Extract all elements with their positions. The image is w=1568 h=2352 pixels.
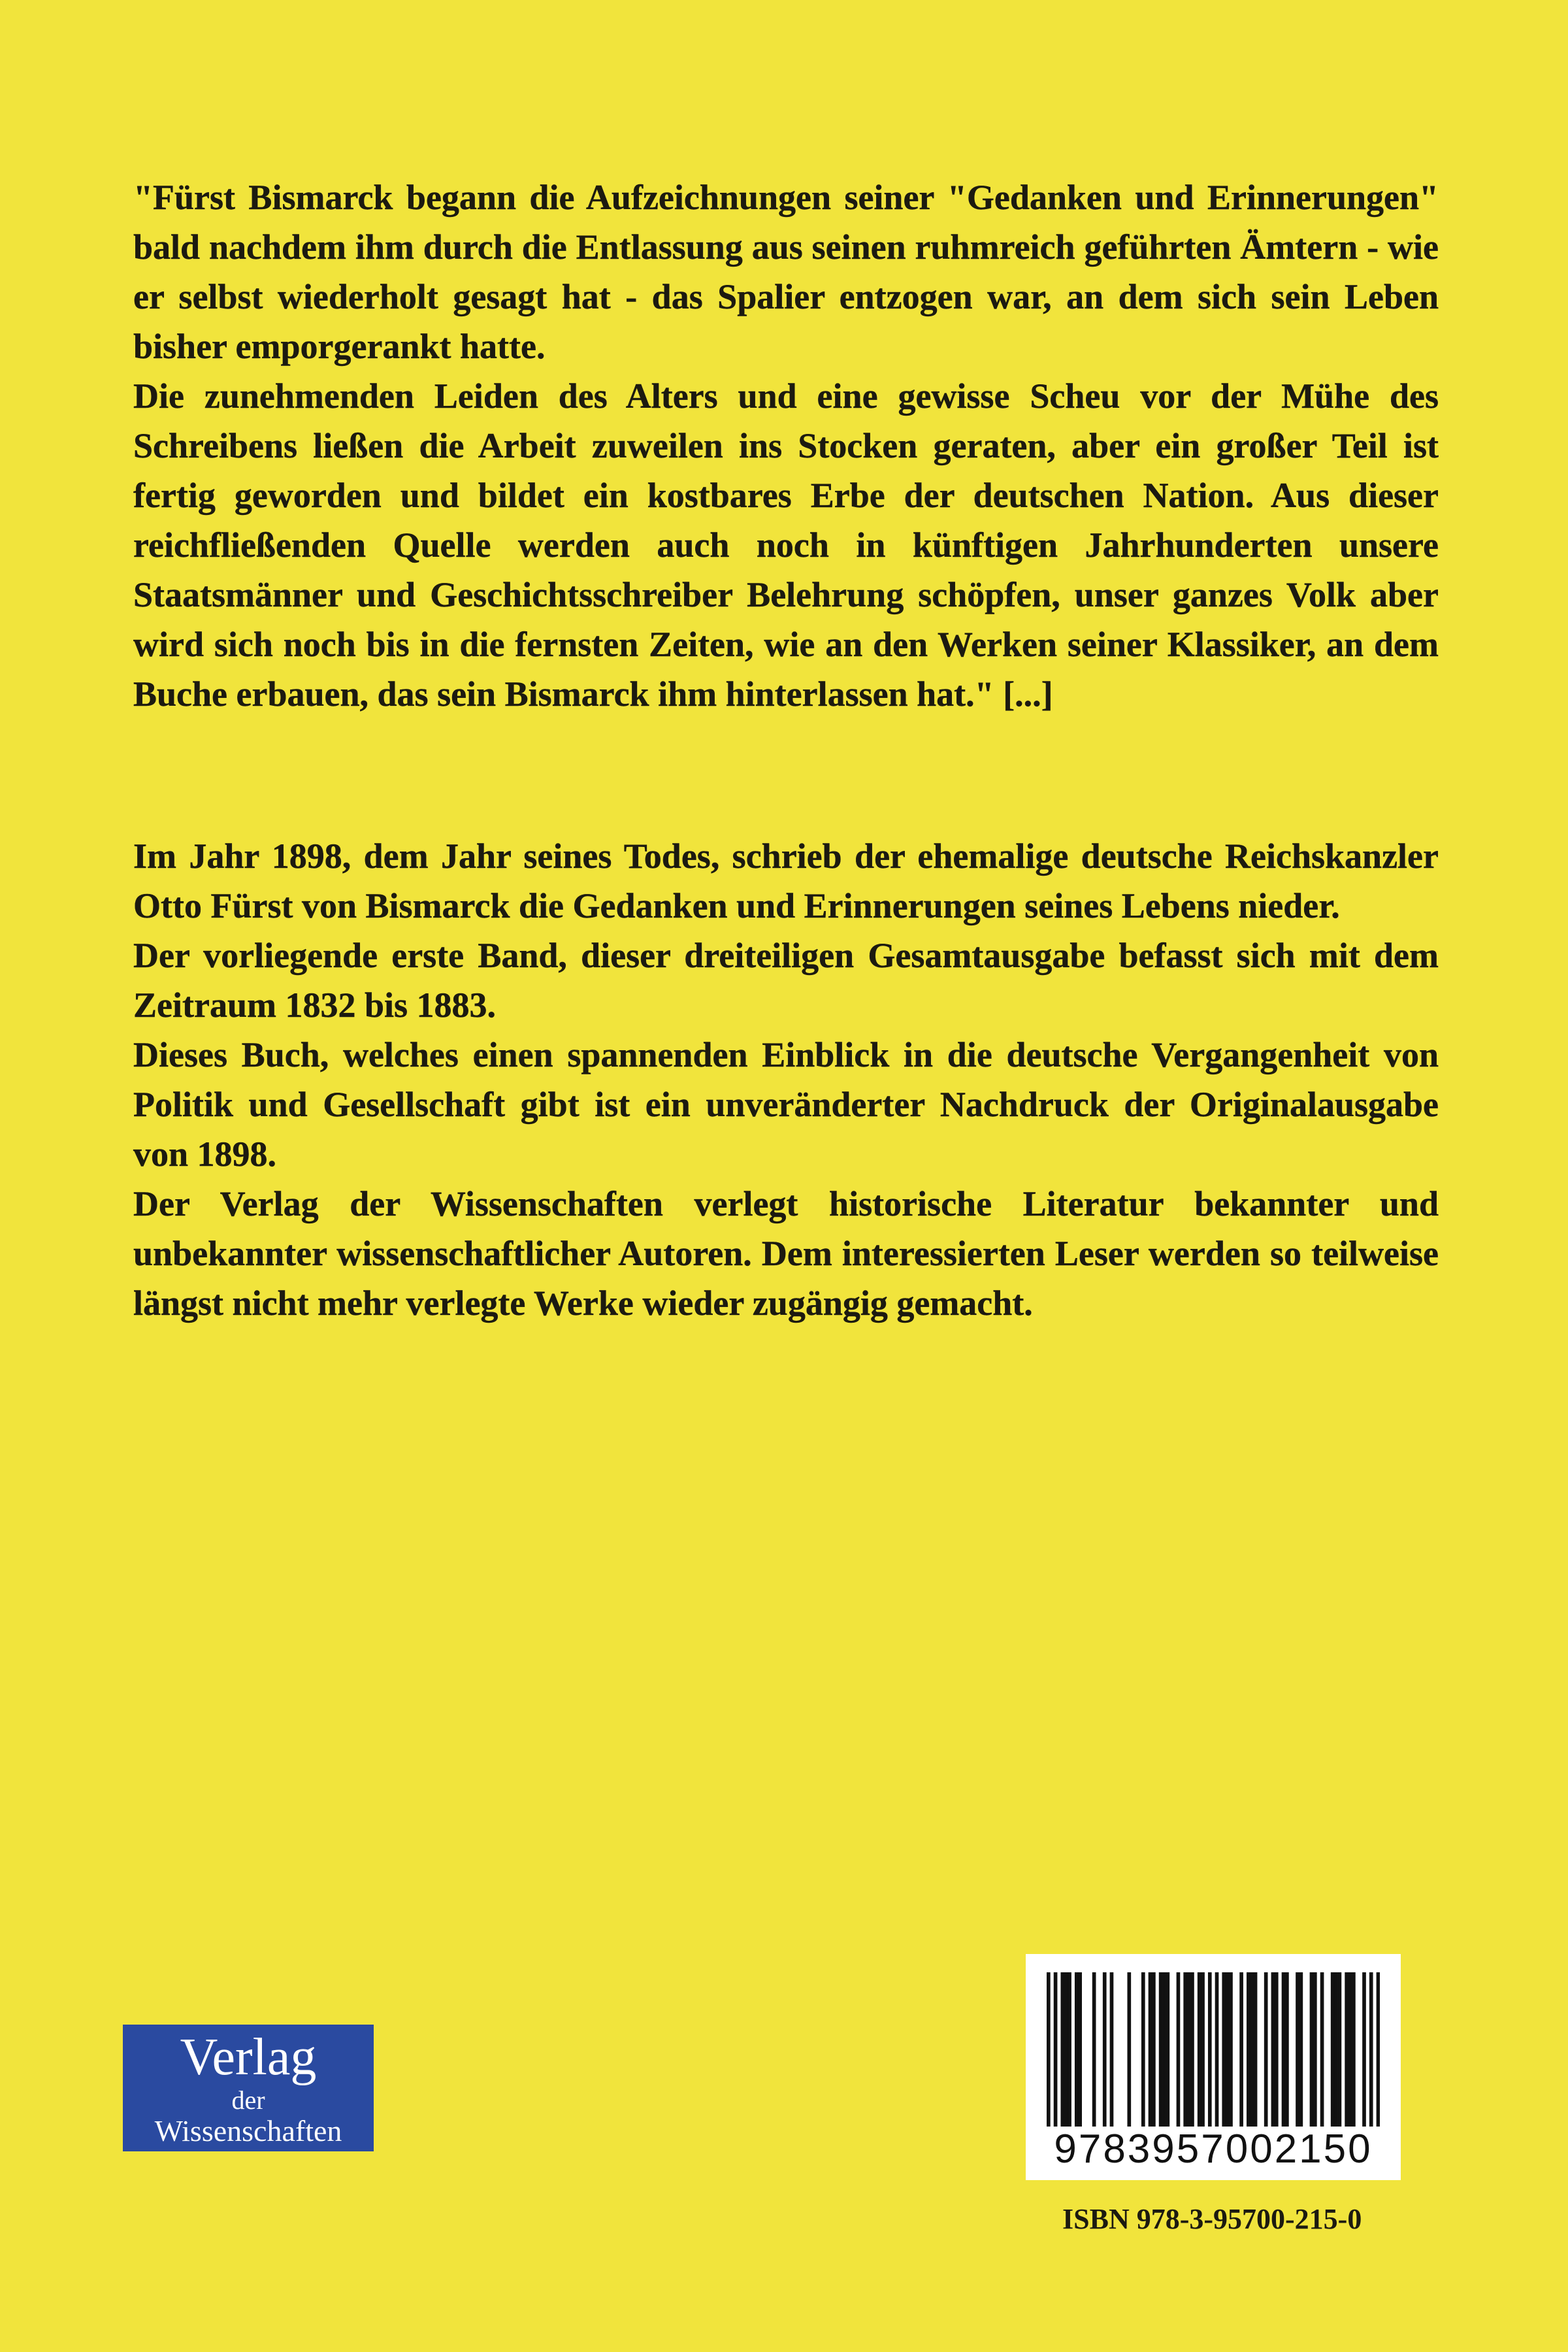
publisher-logo-line3: Wissenschaften <box>154 2114 342 2147</box>
barcode-bar <box>1208 1972 1212 2127</box>
publisher-logo-line1: Verlag <box>180 2029 317 2086</box>
barcode-bar <box>1313 1972 1317 2127</box>
barcode-bar <box>1271 1972 1275 2127</box>
blurb-paragraph: Der Verlag der Wissenschaften verlegt historische Literatur bekannter und unbekannter wissenschaftlicher Autoren. Dem interessierten Leser werden so teilweise längst nicht mehr verlegte Werke wieder zugängig gemacht. <box>133 1184 1439 1323</box>
barcode-bar <box>1103 1972 1107 2127</box>
barcode-bar <box>1110 1972 1114 2127</box>
barcode-bar <box>1222 1972 1226 2127</box>
barcode-bar <box>1362 1972 1366 2127</box>
barcode-bar <box>1060 1972 1064 2127</box>
barcode-bar <box>1250 1972 1254 2127</box>
barcode-bar <box>1078 1972 1082 2127</box>
blurb-description <box>133 831 1439 1328</box>
barcode-bar <box>1141 1972 1145 2127</box>
barcode-bar <box>1334 1972 1338 2127</box>
barcode-bar <box>1338 1972 1342 2127</box>
barcode-bar <box>1331 1972 1335 2127</box>
barcode-bar <box>1092 1972 1096 2127</box>
barcode-bar <box>1282 1972 1286 2127</box>
barcode-bar <box>1190 1972 1194 2127</box>
blurb-quote <box>133 173 1439 719</box>
barcode-bar <box>1198 1972 1201 2127</box>
barcode-bar <box>1239 1972 1243 2127</box>
barcode-bar <box>1299 1972 1303 2127</box>
barcode-bar <box>1187 1972 1191 2127</box>
blurb-paragraph: Die zunehmenden Leiden des Alters und eine gewisse Scheu vor der Mühe des Schreibens ließen die Arbeit zuweilen ins Stocken geraten, aber ein großer Teil ist fertig geworden und bildet ein kostbares Erbe der deutschen Nation. Aus dieser reichfließenden Quelle werden auch noch in künftigen Jahrhunderten unsere Staatsmänner und Geschichtsschreiber Belehrung schöpfen, unser ganzes Volk aber wird sich noch bis in die fernsten Zeiten, wie an den Werken seiner Klassiker, an dem Buche erbauen, das sein Bismarck ihm hinterlassen hat." [...] <box>133 376 1439 714</box>
barcode-bar <box>1183 1972 1187 2127</box>
barcode-bar <box>1264 1972 1268 2127</box>
barcode-bar <box>1275 1972 1279 2127</box>
blurb-paragraph: Dieses Buch, welches einen spannenden Einblick in die deutsche Vergangenheit von Politik und Gesellschaft gibt ist ein unveränderter Nachdruck der Originalausgabe von 1898. <box>133 1035 1439 1174</box>
barcode-bar <box>1177 1972 1181 2127</box>
barcode-digits: 9783957002150 <box>1054 2127 1373 2172</box>
blurb-paragraph: Der vorliegende erste Band, dieser dreiteiligen Gesamtausgabe befasst sich mit dem Zeitraum 1832 bis 1883. <box>133 936 1439 1025</box>
barcode-bar <box>1215 1972 1219 2127</box>
barcode-bar <box>1152 1972 1156 2127</box>
barcode-bar <box>1054 1972 1058 2127</box>
publisher-logo-line2: der <box>231 2085 265 2115</box>
barcode-bar <box>1229 1972 1233 2127</box>
barcode-bar <box>1166 1972 1170 2127</box>
barcode-bar <box>1352 1972 1356 2127</box>
barcode-bar <box>1296 1972 1299 2127</box>
barcode-bar <box>1285 1972 1289 2127</box>
barcode-bar <box>1320 1972 1324 2127</box>
barcode-bar <box>1159 1972 1163 2127</box>
barcode-bar <box>1047 1972 1051 2127</box>
blurb-paragraph: Im Jahr 1898, dem Jahr seines Todes, schrieb der ehemalige deutsche Reichskanzler Otto Fürst von Bismarck die Gedanken und Erinnerungen seines Lebens nieder. <box>133 836 1439 925</box>
barcode-bar <box>1247 1972 1250 2127</box>
publisher-logo <box>123 2025 374 2151</box>
blurb-paragraph: "Fürst Bismarck begann die Aufzeichnungen seiner "Gedanken und Erinnerungen" bald nachdem ihm durch die Entlassung aus seinen ruhmreich geführten Ämtern - wie er selbst wiederholt gesagt hat - das Spalier entzogen war, an dem sich sein Leben bisher emporgerankt hatte. <box>133 178 1439 366</box>
barcode-bar <box>1149 1972 1152 2127</box>
barcode-bar <box>1201 1972 1205 2127</box>
isbn-label: ISBN 978-3-95700-215-0 <box>1062 2203 1362 2235</box>
barcode-bars <box>1047 1972 1380 2127</box>
barcode-bar <box>1075 1972 1079 2127</box>
barcode-box <box>1026 1954 1401 2180</box>
barcode-bar <box>1310 1972 1314 2127</box>
barcode-bar <box>1254 1972 1258 2127</box>
barcode-bar <box>1348 1972 1352 2127</box>
barcode-bar <box>1064 1972 1068 2127</box>
barcode-bar <box>1127 1972 1131 2127</box>
barcode-bar <box>1068 1972 1071 2127</box>
barcode-bar <box>1345 1972 1348 2127</box>
barcode-bar <box>1226 1972 1230 2127</box>
barcode-bar <box>1162 1972 1166 2127</box>
barcode-bar <box>1369 1972 1373 2127</box>
barcode-bar <box>1377 1972 1380 2127</box>
